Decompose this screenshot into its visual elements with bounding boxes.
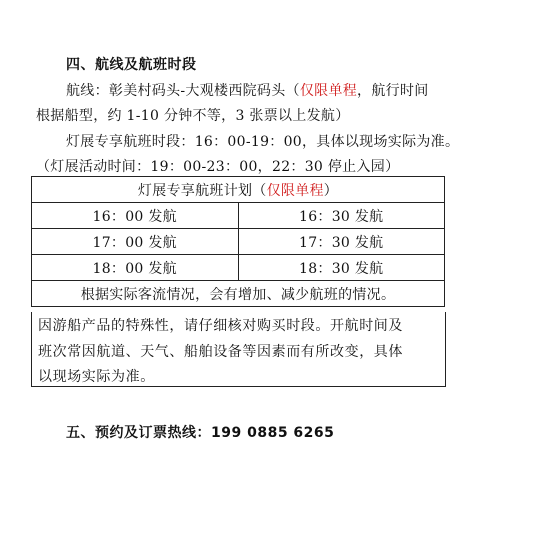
section-4-heading: 四、航线及航班时段 xyxy=(66,57,197,73)
schedule-title-row xyxy=(32,177,445,203)
schedule-table xyxy=(31,176,445,307)
notice-line-2: 班次常因航道、天气、船舶设备等因素而有所改变，具体 xyxy=(38,344,403,360)
departure-time-cell: 16：30 发航 xyxy=(238,203,445,229)
departure-time-cell: 17：30 发航 xyxy=(238,229,445,255)
table-row xyxy=(32,203,445,229)
departure-time-cell: 18：30 发航 xyxy=(238,255,445,281)
schedule-footnote: 根据实际客流情况，会有增加、减少航班的情况。 xyxy=(32,281,445,307)
lantern-hours: 灯展专享航班时段：16：00-19：00，具体以现场实际为准。 xyxy=(66,134,460,150)
schedule-title-suffix: ） xyxy=(323,182,339,199)
route-line-2: 根据船型，约 1-10 分钟不等，3 张票以上发航） xyxy=(36,108,350,124)
schedule-one-way-note: 仅限单程 xyxy=(266,182,324,199)
route-prefix: 航线：彰美村码头-大观楼西院码头（ xyxy=(66,83,300,99)
departure-time-cell: 18：00 发航 xyxy=(32,255,239,281)
schedule-title xyxy=(32,177,445,203)
notice-box xyxy=(31,312,446,387)
notice-line-1: 因游船产品的特殊性，请仔细核对购买时段。开航时间及 xyxy=(38,318,403,334)
departure-time-cell: 17：00 发航 xyxy=(32,229,239,255)
route-suffix: ，航行时间 xyxy=(357,83,429,99)
departure-time-cell: 16：00 发航 xyxy=(32,203,239,229)
lantern-event-time: （灯展活动时间：19：00-23：00，22：30 停止入园） xyxy=(36,159,400,175)
route-line-1 xyxy=(66,80,429,100)
notice-line-3: 以现场实际为准。 xyxy=(38,369,155,385)
section-5-heading: 五、预约及订票热线：199 0885 6265 xyxy=(66,425,335,441)
table-row xyxy=(32,229,445,255)
route-one-way-note: 仅限单程 xyxy=(299,83,358,99)
schedule-footnote-row xyxy=(32,281,445,307)
schedule-title-prefix: 灯展专享航班计划（ xyxy=(137,182,267,199)
table-row xyxy=(32,255,445,281)
